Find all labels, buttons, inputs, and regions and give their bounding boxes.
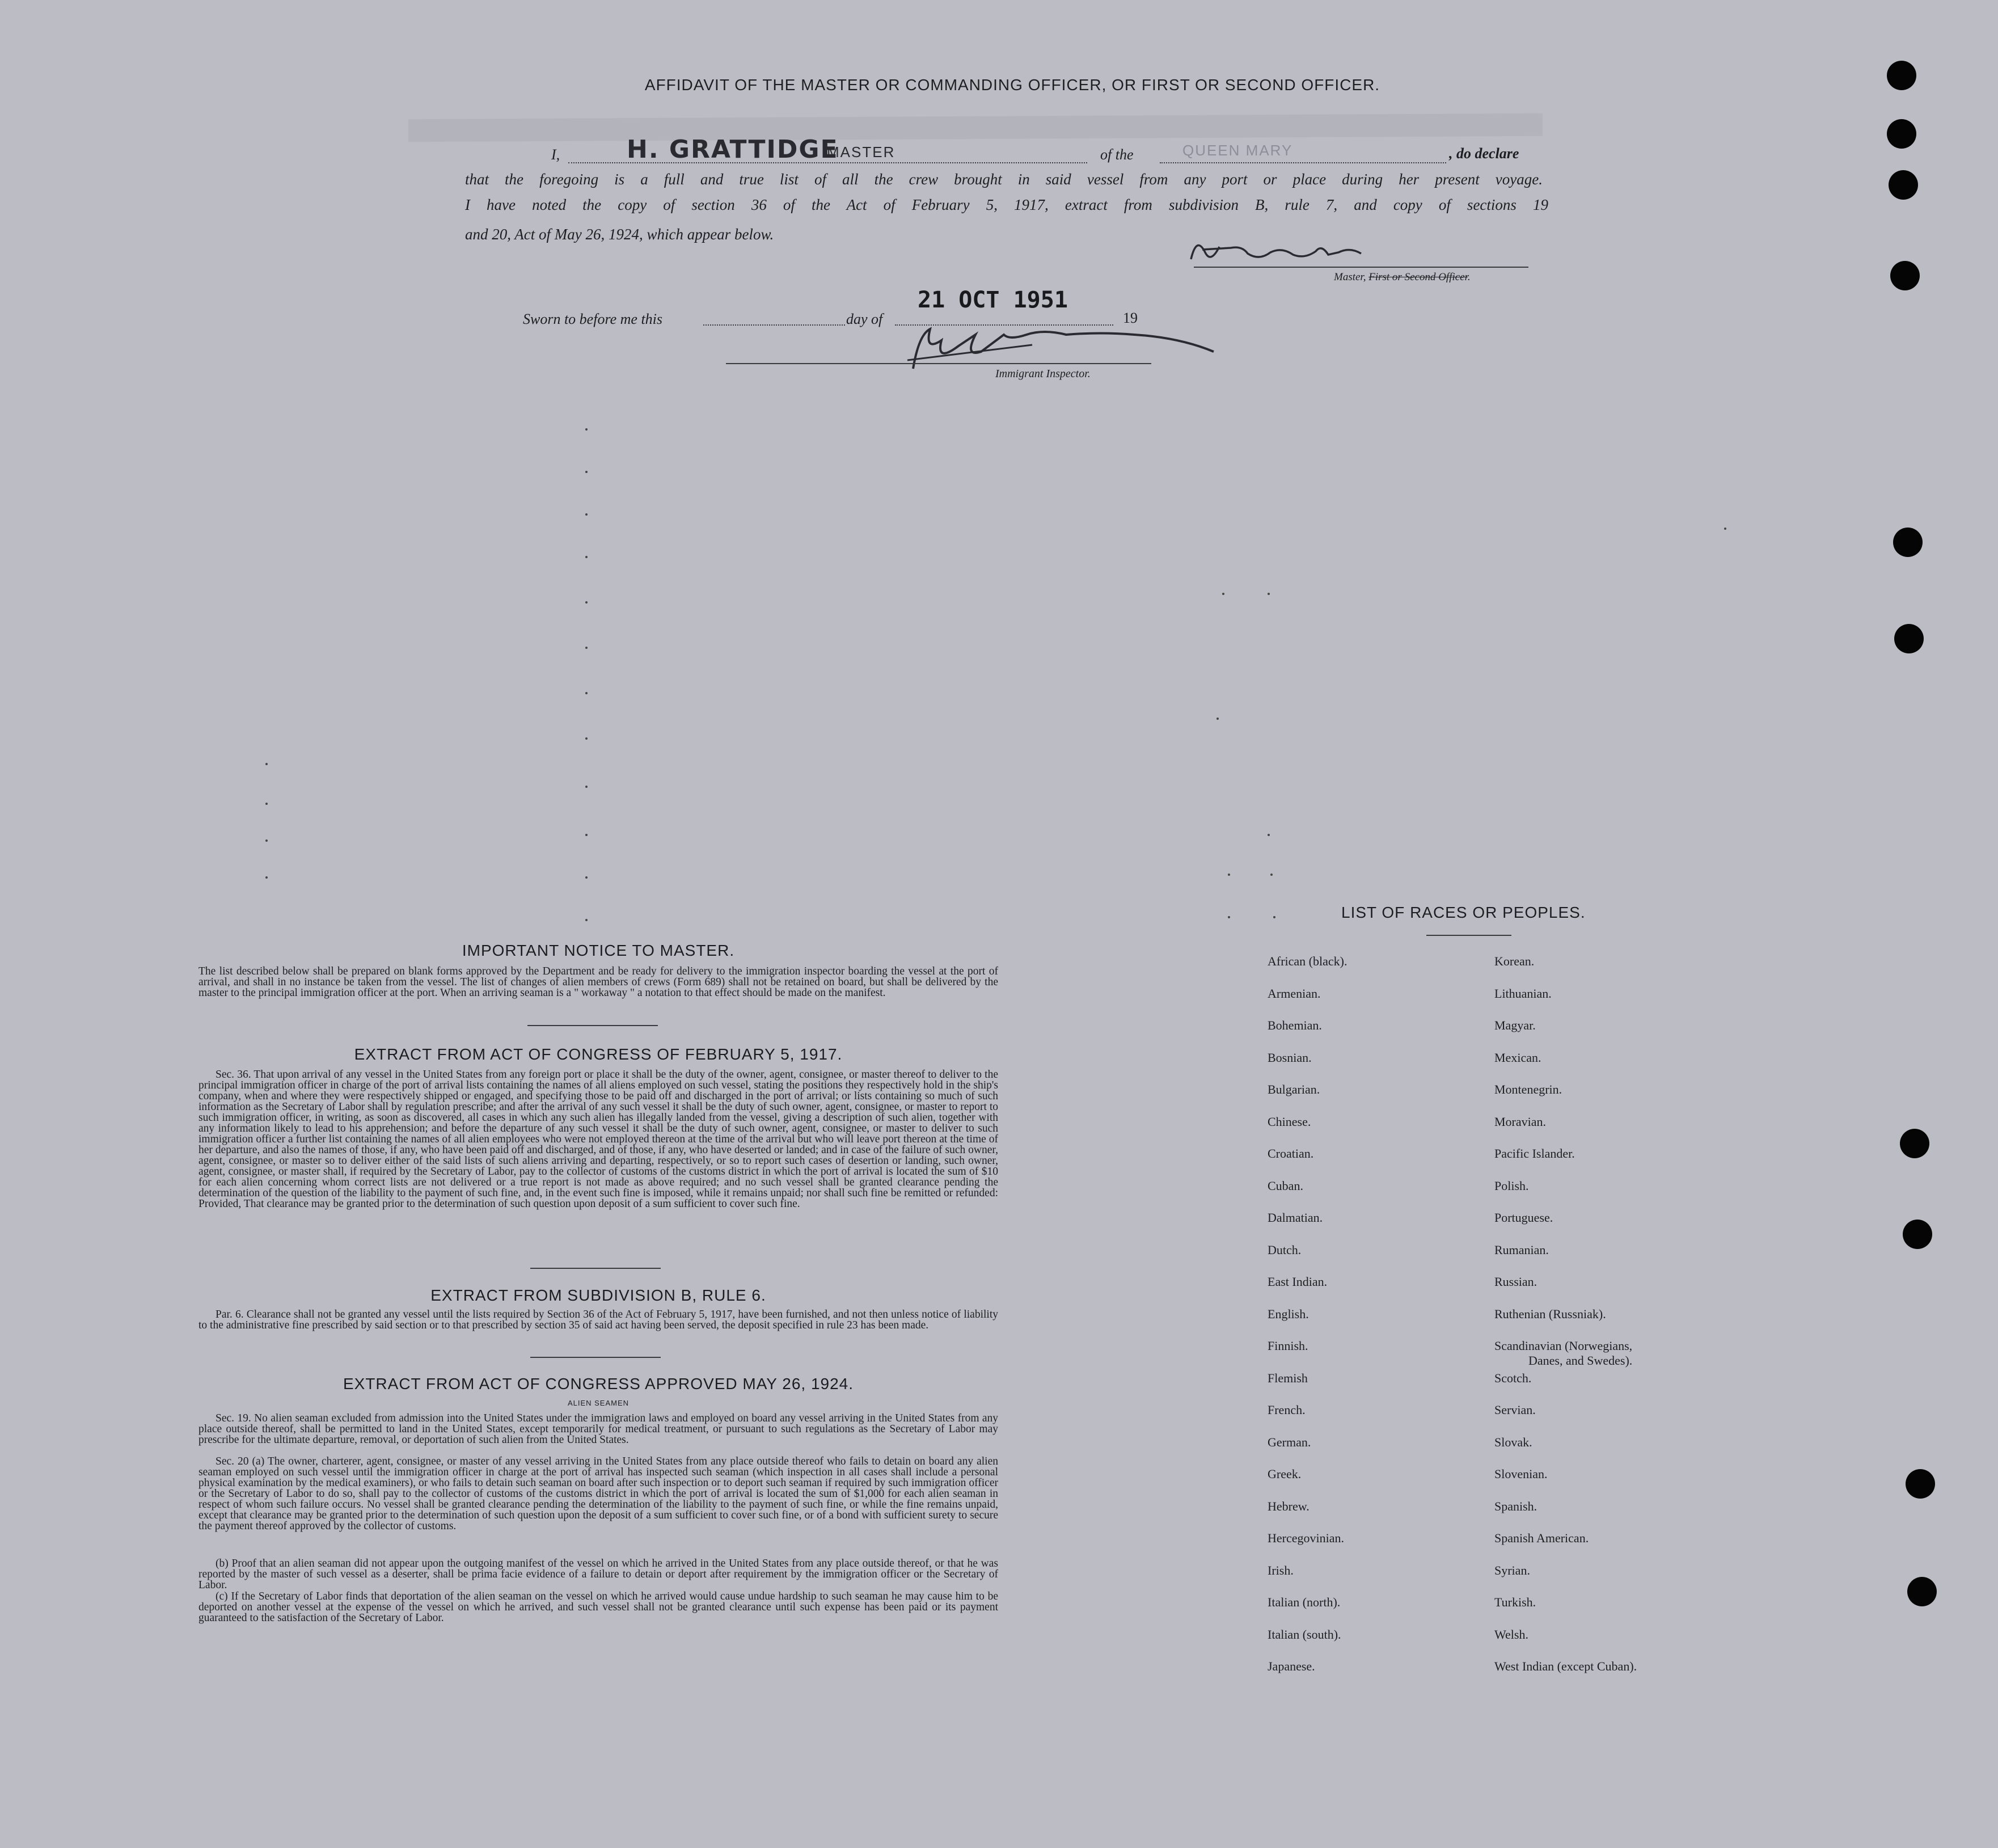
scan-speck: [1228, 916, 1230, 918]
affidavit-line-4: and 20, Act of May 26, 1924, which appear below.: [465, 226, 774, 243]
scan-speck: [585, 692, 588, 694]
extract-1924-title: EXTRACT FROM ACT OF CONGRESS APPROVED MAY 26, 1924.: [343, 1375, 854, 1393]
subdivision-divider: [530, 1357, 661, 1358]
binder-hole: [1894, 624, 1924, 653]
binder-hole: [1903, 1220, 1932, 1249]
master-caption-end: .: [1467, 271, 1471, 283]
races-divider: [1426, 935, 1511, 936]
scan-speck: [585, 513, 588, 516]
race-item: Dutch.: [1268, 1242, 1302, 1257]
scan-speck: [585, 786, 588, 788]
binder-hole: [1900, 1129, 1929, 1158]
affidavit-line-3: I have noted the copy of section 36 of the Act of February 5, 1917, extract from subdivision B, rule 7, and copy of sections 19: [465, 196, 1548, 213]
affidavit-do-declare: , do declare: [1449, 145, 1519, 162]
affidavit-line-2: that the foregoing is a full and true list of all the crew brought in said vessel from any port or place during her present voyage.: [465, 171, 1543, 188]
master-rank: MASTER: [827, 144, 895, 161]
inspector-caption: Immigrant Inspector.: [995, 368, 1091, 380]
race-item: Slovenian.: [1494, 1467, 1548, 1481]
scan-speck: [1268, 834, 1270, 836]
race-item: Hebrew.: [1268, 1499, 1310, 1513]
scan-speck: [585, 834, 588, 836]
extract-1924-sec20b: (b) Proof that an alien seaman did not appear upon the outgoing manifest of the vessel on which he arrived in the United States from any place outside thereof, or that he was reported by the master of such vessel as a deserter, shall be prima facie evidence of a failure to detain or deport after requirement by the immigration officer or the Secretary of Labor.: [198, 1558, 998, 1591]
affidavit-title: AFFIDAVIT OF THE MASTER OR COMMANDING OFFICER, OR FIRST OR SECOND OFFICER.: [644, 76, 1380, 94]
vessel-name: QUEEN MARY: [1182, 142, 1293, 159]
scan-speck: [265, 876, 268, 879]
binder-hole: [1907, 1577, 1937, 1606]
race-item: Scandinavian (Norwegians,: [1494, 1339, 1633, 1353]
scan-speck: [265, 839, 268, 842]
scan-speck: [585, 737, 588, 740]
race-item: French.: [1268, 1403, 1306, 1417]
scan-speck: [585, 919, 588, 921]
race-scandinavian-continued: Danes, and Swedes).: [1528, 1353, 1633, 1368]
notice-text: The list described below shall be prepared on blank forms approved by the Department and be ready for delivery to the immigration inspector boarding the vessel at the port of arrival, and shall in no instance be taken from the vessel. The list of changes of alien members of crews (Form 689) shall not be retained on board, but shall be delivered by the master to the principal immigration officer at the port. When an arriving seaman is a " workaway " a notation to that effect should be made on the manifest.: [198, 965, 998, 999]
race-item: Spanish.: [1494, 1499, 1537, 1513]
binder-hole: [1890, 261, 1920, 290]
race-item: Portuguese.: [1494, 1210, 1553, 1225]
scan-speck: [585, 876, 588, 879]
race-item: Italian (south).: [1268, 1627, 1341, 1642]
binder-hole: [1887, 61, 1916, 90]
master-caption-prefix: Master,: [1334, 271, 1366, 283]
race-item: Finnish.: [1268, 1339, 1308, 1353]
race-item: Welsh.: [1494, 1627, 1528, 1642]
scan-speck: [265, 763, 268, 765]
race-item: Pacific Islander.: [1494, 1146, 1575, 1161]
sworn-label: Sworn to before me this: [523, 311, 663, 327]
race-item: Korean.: [1494, 954, 1535, 968]
race-item: Lithuanian.: [1494, 986, 1552, 1001]
race-item: Syrian.: [1494, 1563, 1530, 1577]
race-item: West Indian (except Cuban).: [1494, 1659, 1637, 1673]
race-item: Italian (north).: [1268, 1595, 1341, 1609]
extract-1917-text: Sec. 36. That upon arrival of any vessel in the United States from any foreign port or place it shall be the duty of the owner, agent, consignee, or master thereof to deliver to the principal immigration officer in charge of the port of arrival lists containing the names of all aliens employed on such vessel, stating the positions they respectively hold in the ship's company, when and where they were respectively shipped or engaged, and specifying those to be paid off and discharged in the port of arrival; or lists containing so much of such information as the Secretary of Labor shall by regulation prescribe; and after the arrival of any such vessel it shall be the duty of such owner, agent, consignee, or master to report to such immigration officer, in writing, as soon as discovered, all cases in which any such alien has illegally landed from the vessel, giving a description of such alien, together with any information likely to lead to his apprehension; and before the departure of any such vessel it shall be the duty of such owner, agent, consignee, or master to deliver to such immigration officer a further list containing the names of all alien employees who were not employed thereon at the time of the arrival but who will leave port thereon at the time of her departure, and also the names of those, if any, who have been paid off and discharged, and of those, if any, who have deserted or landed; and in case of the failure of such owner, agent, consignee, or master so to deliver either of the said lists of such aliens arriving and departing, respectively, or so to report such cases of desertion or landing, such owner, agent, consignee, or master shall, if required by the Secretary of Labor, pay to the collector of customs of the customs district in which the port of arrival is located the sum of $10 for each alien concerning whom correct lists are not delivered or a true report is not made as above required; and no such vessel shall be granted clearance pending the determination of the question of the liability to the payment of such fine, and, in the event such fine is imposed, while it remains unpaid; nor shall such fine be remitted or refunded: Provided, That clearance may be granted prior to the determination of such question upon deposit of a sum sufficient to cover such fine.: [198, 1069, 998, 1210]
race-item: Bohemian.: [1268, 1018, 1322, 1032]
extract-1924-subtitle: ALIEN SEAMEN: [567, 1399, 630, 1407]
scan-speck: [1222, 593, 1224, 595]
master-signature: [1180, 230, 1406, 269]
binder-hole: [1889, 170, 1918, 200]
master-caption: [1334, 271, 1471, 284]
year-prefix: 19: [1123, 310, 1138, 326]
scan-speck: [585, 428, 588, 431]
race-item: Magyar.: [1494, 1018, 1536, 1032]
binder-hole: [1893, 528, 1923, 557]
scan-speck: [1228, 874, 1230, 876]
extract-1924-sec19: Sec. 19. No alien seaman excluded from admission into the United States under the immigration laws and employed on board any vessel arriving in the United States from any place outside thereof, shall be permitted to land in the United States, except temporarily for medical treatment, or pursuant to such regulations as the Secretary of Labor may prescribe for the ultimate departure, removal, or deportation of such alien from the United States.: [198, 1412, 998, 1446]
race-item: Bulgarian.: [1268, 1082, 1320, 1096]
extract-1924-sec20a: Sec. 20 (a) The owner, charterer, agent, consignee, or master of any vessel arriving in the United States from any place outside thereof who fails to detain on board any alien seaman employed on such vessel until the immigration officer in charge at the port of arrival has inspected such seaman (which inspection in all cases shall include a personal physical examination by the medical examiners), or who fails to detain such seaman on board after such inspection or to deport such seaman if required by such immigration officer or the Secretary of Labor to do so, shall pay to the collector of customs of the customs district in which the port of arrival is located the sum of $1,000 for each alien seaman in respect of whom such failure occurs. No vessel shall be granted clearance pending the determination of the liability to the payment of such fine, or while the fine remains unpaid, except that clearance may be granted prior to the determination of such question upon the deposit of a sum sufficient to cover such fine, or of a bond with sufficient surety to secure the payment thereof approved by the collector of customs.: [198, 1455, 998, 1532]
inspector-signature-line: [726, 363, 1151, 364]
scan-speck: [585, 601, 588, 604]
notice-title: IMPORTANT NOTICE TO MASTER.: [462, 942, 735, 959]
vessel-name-line: [1160, 162, 1446, 163]
scan-speck: [1216, 718, 1219, 720]
binder-hole: [1887, 119, 1916, 149]
race-item: Polish.: [1494, 1178, 1529, 1193]
race-item: Moravian.: [1494, 1114, 1547, 1129]
race-item: Japanese.: [1268, 1659, 1315, 1673]
sworn-day-line: [703, 324, 845, 326]
race-item: Russian.: [1494, 1275, 1537, 1289]
master-signature-line: [1194, 267, 1528, 268]
scan-speck: [1273, 916, 1275, 918]
race-item: Turkish.: [1494, 1595, 1536, 1609]
day-of-label: day of: [846, 311, 883, 327]
race-item: Flemish: [1268, 1370, 1308, 1385]
scan-speck: [1270, 874, 1273, 876]
master-name-handwritten: H. GRATTIDGE: [627, 135, 839, 164]
master-caption-struck: First or Second Officer: [1368, 271, 1468, 283]
race-item: Scotch.: [1494, 1370, 1532, 1385]
race-item: English.: [1268, 1306, 1309, 1321]
scan-speck: [265, 803, 268, 805]
race-item: Slovak.: [1494, 1434, 1532, 1449]
scan-speck: [585, 556, 588, 558]
race-item: Greek.: [1268, 1467, 1302, 1481]
race-item: Rumanian.: [1494, 1242, 1549, 1257]
extract-1924-sec20c: (c) If the Secretary of Labor finds that deportation of the alien seaman on the vessel on which he arrived would cause undue hardship to such seaman he may cause him to be deported on another vessel at the expense of the vessel on which he arrived, and such vessel shall not be granted clearance until such expense has been paid or its payment guaranteed to the satisfaction of the Secretary of Labor.: [198, 1590, 998, 1624]
subdivision-title: EXTRACT FROM SUBDIVISION B, RULE 6.: [430, 1286, 766, 1304]
race-item: Spanish American.: [1494, 1531, 1589, 1545]
race-item: German.: [1268, 1434, 1311, 1449]
race-item: Chinese.: [1268, 1114, 1311, 1129]
race-item: Servian.: [1494, 1403, 1536, 1417]
extract-1917-divider: [530, 1268, 661, 1269]
extract-1917-title: EXTRACT FROM ACT OF CONGRESS OF FEBRUARY 5, 1917.: [354, 1045, 843, 1063]
scan-speck: [585, 471, 588, 473]
subdivision-text: Par. 6. Clearance shall not be granted any vessel until the lists required by Section 36 of the Act of February 5, 1917, have been furnished, and not then unless notice of liability to the administrative fine prescribed by said section or to that prescribed by section 35 of said act having been served, the deposit specified in rule 23 has been made.: [198, 1309, 998, 1331]
race-item: Cuban.: [1268, 1178, 1303, 1193]
race-item: Ruthenian (Russniak).: [1494, 1306, 1606, 1321]
affidavit-of-the: of the: [1100, 146, 1134, 163]
race-item: East Indian.: [1268, 1275, 1328, 1289]
notice-divider: [527, 1025, 658, 1026]
binder-hole: [1906, 1469, 1935, 1499]
scan-speck: [1724, 528, 1726, 530]
race-item: Hercegovinian.: [1268, 1531, 1344, 1545]
date-stamp: 21 OCT 1951: [918, 287, 1068, 313]
scan-speck: [1268, 593, 1270, 595]
race-item: African (black).: [1268, 954, 1348, 968]
affidavit-i-label: I,: [551, 146, 560, 163]
bleed-through-shadow: [408, 113, 1543, 142]
race-item: Montenegrin.: [1494, 1082, 1562, 1096]
race-item: Croatian.: [1268, 1146, 1314, 1161]
races-title: LIST OF RACES OR PEOPLES.: [1341, 904, 1586, 921]
scan-speck: [585, 647, 588, 649]
race-item: Bosnian.: [1268, 1050, 1312, 1065]
race-item: Armenian.: [1268, 986, 1321, 1001]
race-item: Mexican.: [1494, 1050, 1541, 1065]
race-item: Irish.: [1268, 1563, 1294, 1577]
race-item: Dalmatian.: [1268, 1210, 1323, 1225]
